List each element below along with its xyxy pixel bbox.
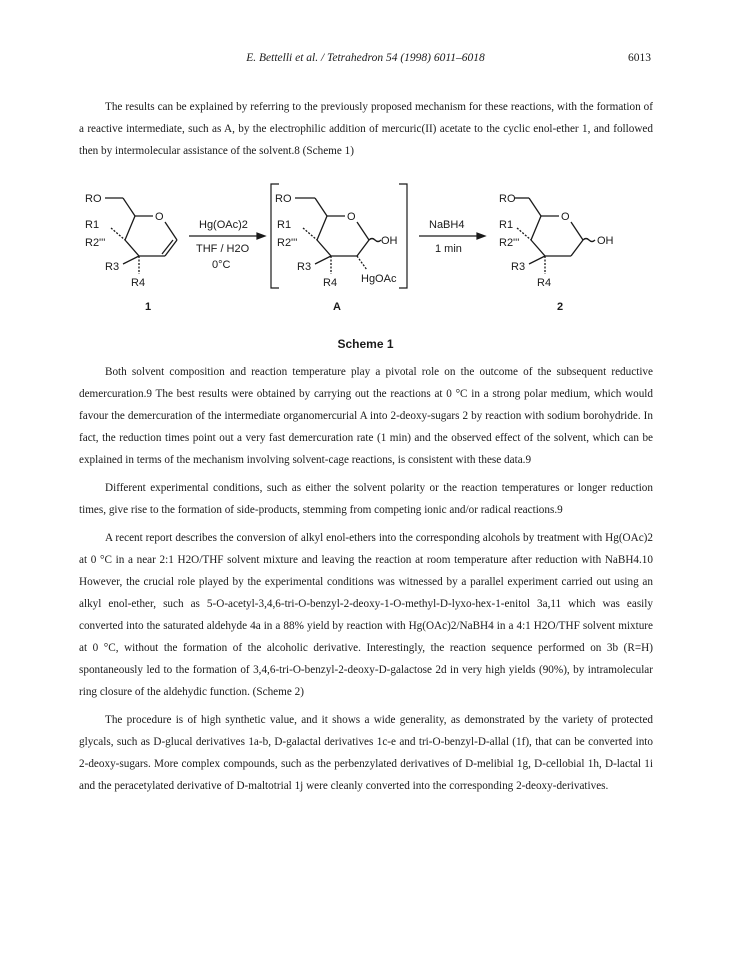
compound-1-r4: R4 [131,277,146,289]
reaction-arrow-2 [419,233,485,239]
compound-1-ring-oxygen: O [155,211,164,223]
intermediate-a-ring-oxygen: O [347,211,356,223]
reaction-arrow-1 [189,233,265,239]
intermediate-a-label: A [333,301,341,313]
compound-1-r1: R1 [85,219,100,231]
reaction-scheme-drawing [79,178,653,338]
intermediate-a-r1: R1 [277,219,292,231]
intermediate-a-hgoac: HgOAc [361,273,397,285]
paragraph-enol-ethers: A recent report describes the conversion of alkyl enol-ethers into the corresponding alcohols by treatment with Hg(OAc)2 at 0 °C in a near 2:1 H2O/THF solvent mixture and leaving the reaction at room temperature after reduction with NaBH4.10 However, the crucial role played by the experimental conditions was witnessed by a parallel experiment carried out using an alkyl enol-ether, such as 5-O-acetyl-3,4,6-tri-O-benzyl-2-deoxy-1-O-methyl-D-lyxo-hex-1-enitol 3a,11 which was easily converted into the saturated aldehyde 4a in a 88% yield by reaction with Hg(OAc)2/NaBH4 in a 4:1 H2O/THF solvent mixture at 0 °C, without the formation of the alcoholic derivative. Interestingly, the reaction sequence performed on 3b (R=H) spontaneously led to the formation of 3,4,6-tri-O-benzyl-2-deoxy-D-galactose 2d in very high yields (90%), by intramolecular ring closure of the aldehydic function. (Scheme 2) [79,532,653,698]
paragraph-generality: The procedure is of high synthetic value, and it shows a wide generality, as demonstrated by the variety of protected glycals, such as D-glucal derivatives 1a-b, D-galactal derivatives 1c-e and tri-O-benzyl-D-allal (1f), that can be converted into 2-deoxy-sugars. More complex compounds, such as the perbenzylated derivatives of D-melibial 1g, D-cellobial 1h, D-lactal 1i and the peracetylated derivative of D-maltotrial 1j were cleanly converted into the corresponding 2-deoxy-derivatives. [79,714,653,792]
compound-1-r3: R3 [105,261,120,273]
intermediate-a-r3: R3 [297,261,312,273]
arrow-2-reagent: NaBH4 [429,219,465,231]
arrow-1-temperature: 0°C [212,259,231,271]
compound-2-r3: R3 [511,261,526,273]
paragraph-side-products: Different experimental conditions, such as either the solvent polarity or the reaction temperatures or longer reduction times, give rise to the formation of side-products, stemming from competing ionic and/or radical reactions.9 [79,482,653,516]
compound-2-ring-oxygen: O [561,211,570,223]
compound-1-label: 1 [145,301,152,313]
compound-2-structure [515,198,595,274]
scheme-caption: Scheme 1 [337,337,394,351]
arrow-2-time: 1 min [435,243,462,255]
compound-2-r1: R1 [499,219,514,231]
compound-2-ro: RO [499,193,516,205]
arrow-1-reagent: Hg(OAc)2 [199,219,248,231]
compound-2-oh: OH [597,235,614,247]
compound-2-label: 2 [557,301,564,313]
compound-2-r2: R2''' [499,237,520,249]
scheme-1-figure [79,178,653,358]
paragraph-intro: The results can be explained by referring to the previously proposed mechanism for these reactions, with the formation of a reactive intermediate, such as A, by the electrophilic addition of mercuric(II) acetate to the cyclic enol-ether 1, and followed then by intermolecular assistance of the solvent.8 (Scheme 1) [79,101,653,157]
main-text [79,361,653,797]
compound-1-r2: R2''' [85,237,106,249]
page-number: 6013 [628,52,651,64]
page-header [0,52,731,70]
paragraph-demercuration: Both solvent composition and reaction temperature play a pivotal role on the outcome of the subsequent reductive demercuration.9 The best results were obtained by carrying out the reactions at 0 °C in a strong polar medium, which would favour the demercuration of the intermediate organomercurial A into 2-deoxy-sugars 2 by reaction with sodium borohydride. In fact, the reduction times point out a very fast demercuration rate (1 min) and the observed effect of the solvent, which can be explained in terms of the mechanism involving solvent-cage reactions, is consistent with these data.9 [79,366,653,466]
intermediate-a-oh: OH [381,235,398,247]
compound-1-ro: RO [85,193,102,205]
intermediate-a-ro: RO [275,193,292,205]
running-head: E. Bettelli et al. / Tetrahedron 54 (1998) 6011–6018 [246,52,485,64]
compound-2-r4: R4 [537,277,552,289]
intermediate-a-r2: R2''' [277,237,298,249]
intermediate-a-r4: R4 [323,277,338,289]
arrow-1-solvent: THF / H2O [196,243,250,255]
